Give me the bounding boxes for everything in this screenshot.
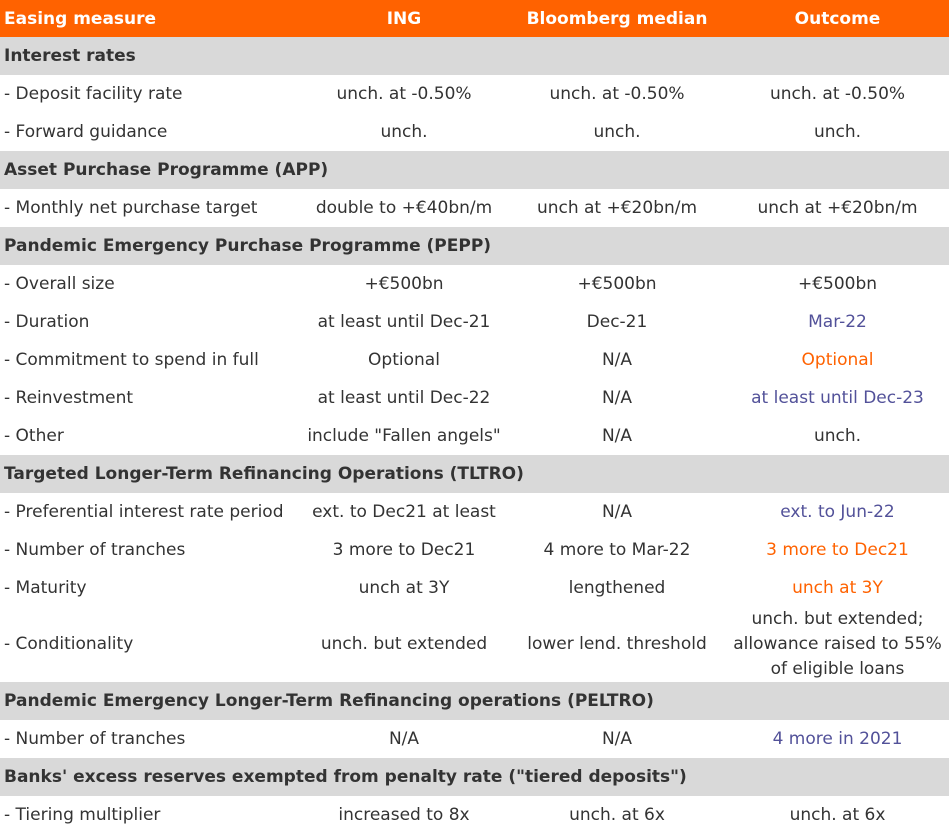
bloomberg-cell: unch. at -0.50% [549, 84, 685, 104]
row-label: - Forward guidance [4, 122, 168, 142]
bloomberg-cell: N/A [601, 729, 633, 749]
table-row [0, 75, 949, 113]
row-label: - Number of tranches [4, 729, 186, 749]
header-bloomberg-median: Bloomberg median [508, 0, 726, 37]
row-label: - Overall size [4, 274, 115, 294]
table-row [0, 303, 949, 341]
ing-cell: unch. at -0.50% [336, 84, 472, 104]
section-row [0, 37, 949, 75]
header-outcome: Outcome [726, 0, 949, 37]
row-label: - Duration [4, 312, 90, 332]
table-row [0, 189, 949, 227]
ing-cell: double to +€40bn/m [315, 198, 493, 218]
outcome-cell: unch at 3Y [792, 578, 883, 598]
row-label: - Deposit facility rate [4, 84, 183, 104]
ing-cell: unch. but extended [320, 634, 488, 654]
table-row [0, 341, 949, 379]
header-ing: ING [300, 0, 508, 37]
section-row [0, 682, 949, 720]
ing-cell: ext. to Dec21 at least [312, 502, 496, 522]
header-easing-measure: Easing measure [0, 0, 300, 37]
outcome-cell: unch. [813, 426, 862, 446]
row-label: - Monthly net purchase target [4, 198, 258, 218]
bloomberg-cell: unch. at 6x [569, 805, 665, 825]
section-row [0, 151, 949, 189]
section-row [0, 758, 949, 796]
ing-cell: +€500bn [364, 274, 444, 294]
row-label: - Preferential interest rate period [4, 502, 284, 522]
outcome-cell: Mar-22 [808, 312, 867, 332]
outcome-cell: 4 more in 2021 [772, 729, 903, 749]
ing-cell: include "Fallen angels" [307, 426, 501, 446]
outcome-line: allowance raised to 55% [733, 634, 942, 654]
ing-cell: at least until Dec-22 [317, 388, 491, 408]
outcome-line: of eligible loans [770, 659, 905, 679]
outcome-cell: ext. to Jun-22 [780, 502, 895, 522]
outcome-cell: at least until Dec-23 [751, 388, 924, 408]
row-label: - Other [4, 426, 64, 446]
ing-cell: Optional [368, 350, 440, 370]
ing-cell: increased to 8x [338, 805, 470, 825]
ing-cell: 3 more to Dec21 [332, 540, 476, 560]
row-label: - Commitment to spend in full [4, 350, 259, 370]
row-label: - Conditionality [4, 634, 134, 654]
outcome-cell: unch. at 6x [789, 805, 886, 825]
bloomberg-cell: Dec-21 [586, 312, 648, 332]
table-row [0, 607, 949, 682]
outcome-cell: unch. at -0.50% [769, 84, 906, 104]
table-row [0, 417, 949, 455]
bloomberg-cell: +€500bn [577, 274, 657, 294]
outcome-cell: +€500bn [797, 274, 878, 294]
bloomberg-cell: N/A [601, 350, 633, 370]
bloomberg-cell: 4 more to Mar-22 [543, 540, 691, 560]
bloomberg-cell: lengthened [568, 578, 666, 598]
table-row [0, 720, 949, 758]
ing-cell: at least until Dec-21 [317, 312, 491, 332]
table-row [0, 265, 949, 303]
section-title: Targeted Longer-Term Refinancing Operations (TLTRO) [0, 455, 949, 493]
outcome-cell: unch. [813, 122, 862, 142]
row-label: - Maturity [4, 578, 87, 598]
table-row [0, 493, 949, 531]
outcome-cell: unch at +€20bn/m [757, 198, 918, 218]
bloomberg-cell: lower lend. threshold [527, 634, 707, 654]
ing-cell: unch at 3Y [358, 578, 450, 598]
outcome-cell: 3 more to Dec21 [766, 540, 909, 560]
table-row [0, 379, 949, 417]
bloomberg-cell: unch at +€20bn/m [536, 198, 698, 218]
bloomberg-cell: N/A [601, 502, 633, 522]
row-label: - Number of tranches [4, 540, 186, 560]
table-row [0, 569, 949, 607]
row-label: - Reinvestment [4, 388, 134, 408]
table-row [0, 113, 949, 151]
bloomberg-cell: N/A [601, 426, 633, 446]
table-row [0, 531, 949, 569]
row-label: - Tiering multiplier [4, 805, 161, 825]
section-title: Banks' excess reserves exempted from penalty rate ("tiered deposits") [0, 758, 949, 796]
section-title: Pandemic Emergency Purchase Programme (PEPP) [0, 227, 949, 265]
outcome-cell [726, 607, 949, 682]
table-header-row [0, 0, 949, 37]
ing-cell: unch. [380, 122, 428, 142]
outcome-line: unch. but extended; [751, 609, 924, 629]
ing-cell: N/A [388, 729, 420, 749]
section-row [0, 227, 949, 265]
section-row [0, 455, 949, 493]
table-row [0, 796, 949, 834]
section-title: Interest rates [0, 37, 949, 75]
outcome-cell: Optional [801, 350, 874, 370]
bloomberg-cell: N/A [601, 388, 633, 408]
section-title: Asset Purchase Programme (APP) [0, 151, 949, 189]
bloomberg-cell: unch. [593, 122, 641, 142]
section-title: Pandemic Emergency Longer-Term Refinancing operations (PELTRO) [0, 682, 949, 720]
